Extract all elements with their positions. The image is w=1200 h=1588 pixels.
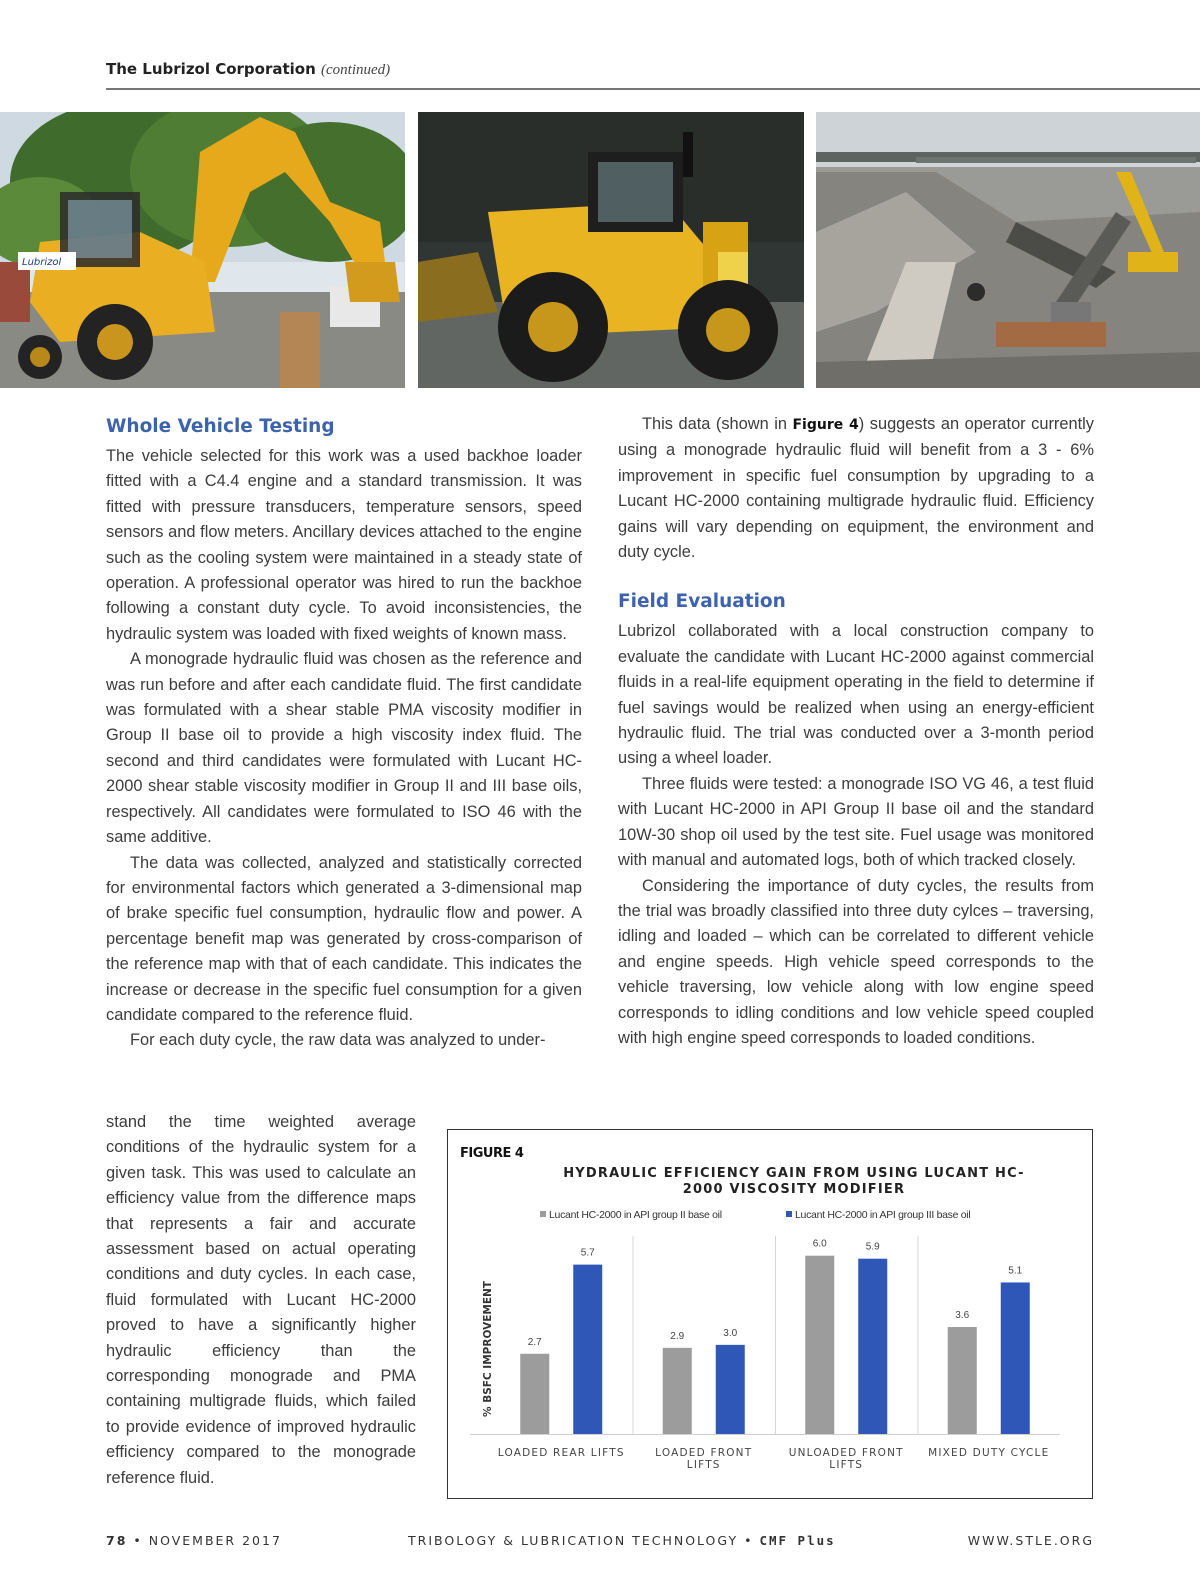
left-column — [106, 412, 582, 1054]
paragraph: For each duty cycle, the raw data was analyzed to under- — [130, 1031, 546, 1050]
bar — [1001, 1282, 1030, 1434]
footer-bullet: • — [744, 1533, 754, 1548]
y-axis-label: % BSFC IMPROVEMENT — [482, 1281, 494, 1417]
paragraph: Three fluids were tested: a monograde ISO VG 46, a test fluid with Lucant HC-2000 in API Group II base oil and the standard 10W-30 shop oil used by the test site. Fuel usage was monitored with manual and automated logs, both of which tracked closely. — [618, 774, 1094, 870]
company-name: The Lubrizol Corporation — [106, 60, 316, 78]
bar — [805, 1256, 834, 1434]
chart-title-line-2: 2000 VISCOSITY MODIFIER — [682, 1182, 906, 1197]
lubrizol-sign-text: Lubrizol — [22, 257, 62, 268]
journal-name: TRIBOLOGY & LUBRICATION TECHNOLOGY — [408, 1533, 739, 1548]
left-column-wrapped — [106, 1110, 416, 1491]
bar — [858, 1259, 887, 1434]
paragraph: The data was collected, analyzed and statistically corrected for environmental factors which generated a 3-dimensional map of brake specific fuel consumption, hydraulic flow and power. A percentage benefit map was generated by cross-comparison of the reference map with that of each candidate. This indicates the increase or decrease in the specific fuel consumption for a given candidate compared to the reference fluid. — [106, 853, 582, 1024]
bar — [948, 1327, 977, 1434]
paragraph: stand the time weighted average conditions of the hydraulic system for a given task. This was used to calculate an efficiency value from the difference maps that represents a fair and accurate assessment based on actual operating conditions and duty cycles. In each case, fluid formulated with Lucant HC-2000 proved to have a significantly higher hydraulic efficiency than the corresponding monograde and PMA containing multigrade fluids, which failed to provide evidence of improved hydraulic efficiency compared to the monograde reference fluid. — [106, 1113, 416, 1487]
text-run: ) suggests an operator currently using a monograde hydraulic fluid will benefit from a 3 - 6% improvement in specific fuel consumption by upgrading to a Lucant HC-2000 containing multigrade hydraulic fluid. Efficiency gains will vary depending on equipment, the environment and duty cycle. — [618, 415, 1094, 562]
bar-chart — [448, 1130, 1094, 1500]
photo-construction-site — [816, 112, 1200, 388]
x-tick-label: LIFTS — [686, 1459, 721, 1471]
bar-data-label: 2.7 — [527, 1336, 542, 1348]
section-title-whole-vehicle-testing: Whole Vehicle Testing — [106, 416, 335, 437]
paragraph: Lubrizol collaborated with a local construction company to evaluate the candidate with Lucant HC-2000 against commercial fluids in a real-life equipment operating in the field to determine if fuel savings would be realized when using an energy-efficient hydraulic fluid. The trial was conducted over a 3-month period using a wheel loader. — [618, 622, 1094, 768]
figure-4 — [447, 1129, 1093, 1499]
paragraph — [618, 412, 1094, 565]
bar-data-label: 3.0 — [723, 1327, 738, 1339]
photo-wheel-loader — [418, 112, 804, 388]
bar-data-label: 2.9 — [670, 1330, 685, 1342]
section-title-field-evaluation: Field Evaluation — [618, 591, 786, 613]
figure-label: FIGURE 4 — [460, 1146, 524, 1161]
bar — [663, 1348, 692, 1434]
footer-left — [106, 1533, 282, 1548]
figure-reference-link[interactable]: Figure 4 — [792, 417, 859, 433]
bar — [520, 1354, 549, 1434]
website-url[interactable]: WWW.STLE.ORG — [967, 1533, 1094, 1548]
right-column — [618, 412, 1094, 1051]
legend-entry: Lucant HC-2000 in API group III base oil — [795, 1209, 971, 1221]
bar-data-label: 5.9 — [865, 1241, 880, 1253]
x-tick-label: LOADED FRONT — [655, 1447, 753, 1459]
running-header — [106, 60, 390, 79]
x-tick-label: MIXED DUTY CYCLE — [928, 1447, 1050, 1459]
photo-backhoe-loader — [0, 112, 405, 388]
bar-data-label: 6.0 — [812, 1238, 827, 1250]
legend-swatch — [540, 1211, 546, 1217]
continued-label: (continued) — [321, 62, 391, 78]
legend-swatch — [786, 1211, 792, 1217]
page-number: 78 — [106, 1533, 128, 1548]
text-run: This data (shown in — [642, 415, 793, 433]
paragraph: A monograde hydraulic fluid was chosen as the reference and was run before and after each candidate fluid. The first candidate was formulated with a shear stable PMA viscosity modifier in Group II base oil to provide a high viscosity index fluid. The second and third candidates were formulated with Lucant HC-2000 shear stable viscosity modifier in Group II and III base oils, respectively. All candidates were formulated to ISO 46 with the same additive. — [106, 650, 582, 847]
bar-data-label: 3.6 — [955, 1310, 970, 1322]
chart-title-line-1: HYDRAULIC EFFICIENCY GAIN FROM USING LUCANT HC- — [563, 1166, 1025, 1181]
paragraph: The vehicle selected for this work was a used backhoe loader fitted with a C4.4 engine and a standard transmission. It was fitted with pressure transducers, temperature sensors, speed sensors and flow meters. Ancillary devices attached to the engine such as the cooling system were maintained in a steady state of operation. A professional operator was hired to run the backhoe following a constant duty cycle. To avoid inconsistencies, the hydraulic system was loaded with fixed weights of known mass. — [106, 447, 582, 643]
header-rule — [106, 88, 1200, 90]
brand-name: CMF Plus — [759, 1533, 836, 1548]
bar — [573, 1265, 602, 1434]
footer-bullet: • — [133, 1533, 143, 1548]
x-tick-label: LIFTS — [829, 1459, 864, 1471]
legend-entry: Lucant HC-2000 in API group II base oil — [549, 1209, 722, 1221]
x-tick-label: UNLOADED FRONT — [788, 1447, 904, 1459]
bar-data-label: 5.7 — [580, 1247, 595, 1259]
bar-data-label: 5.1 — [1008, 1265, 1023, 1277]
footer-center — [408, 1533, 836, 1548]
paragraph: Considering the importance of duty cycles, the results from the trial was broadly classified into three duty cylces – traversing, idling and loaded – which can be correlated to different vehicle and engine speeds. High vehicle speed corresponds to the vehicle traversing, low vehicle along with low engine speed corresponds to idling conditions and low vehicle speed coupled with high engine speed corresponds to loaded conditions. — [618, 876, 1094, 1047]
issue-date: NOVEMBER 2017 — [148, 1533, 282, 1548]
x-tick-label: LOADED REAR LIFTS — [497, 1447, 625, 1459]
bar — [716, 1345, 745, 1434]
